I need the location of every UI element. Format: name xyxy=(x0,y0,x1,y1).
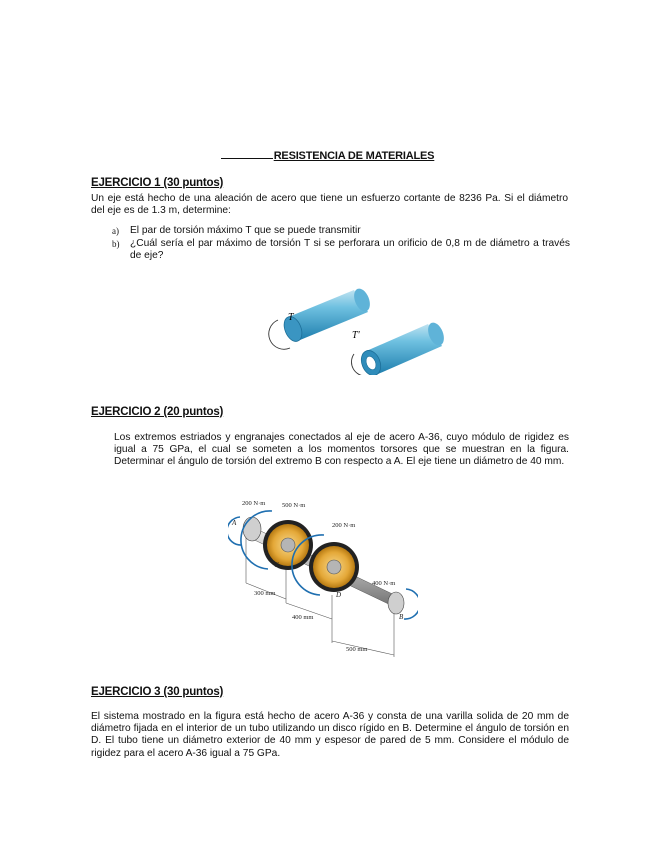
ex1-statement: Un eje está hecho de una aleación de acero que tiene un esfuerzo cortante de 8236 Pa. Si el diámetro del eje es de 1.3 m, determine: xyxy=(91,193,568,217)
ex3-statement: El sistema mostrado en la figura está hecho de acero A-36 y consta de una varilla solida de 20 mm de diámetro fijada en el interior de un tubo utilizando un disco rígido en B. Determine el ángulo de torsión en D. El tubo tiene un diámetro exterior de 40 mm y espesor de pared de 5 mm. Considere el módulo de rigidez para el acero A-36 igual a 75 GPa. xyxy=(91,711,569,759)
hollow-shaft xyxy=(351,320,447,375)
ex1-item-b-marker: b) xyxy=(112,239,120,249)
ex1-item-b xyxy=(112,238,570,262)
point-label-b: B xyxy=(399,613,404,621)
dimension-500mm: 500 mm xyxy=(346,646,368,653)
document-title: RESISTENCIA DE MATERIALES xyxy=(0,149,655,162)
ex1-torque-label-1: T xyxy=(288,312,294,323)
torque-label-400: 400 N·m xyxy=(372,580,396,587)
point-label-a: A xyxy=(232,519,237,527)
ex1-torque-label-2: T' xyxy=(352,330,360,341)
ex1-item-a xyxy=(112,225,570,237)
splined-end-a xyxy=(243,517,261,541)
dimension-300mm: 300 mm xyxy=(254,590,276,597)
ex1-shaft-figure xyxy=(268,280,448,375)
ex1-item-a-marker: a) xyxy=(112,226,119,236)
ex1-item-a-text: El par de torsión máximo T que se puede transmitir xyxy=(130,225,361,236)
title-leader-line xyxy=(221,149,273,159)
splined-end-b xyxy=(388,592,404,614)
torque-label-200-b: 200 N·m xyxy=(332,522,356,529)
point-label-c: C xyxy=(274,561,279,569)
ex2-heading: EJERCICIO 2 (20 puntos) xyxy=(91,406,224,418)
gear-d xyxy=(309,542,359,592)
ex2-statement: Los extremos estriados y engranajes conectados al eje de acero A-36, cuyo módulo de rigidez es igual a 75 GPa, el cual se someten a los momentos torsores que se muestran en la figura. Determinar el ángulo de torsión del extremo B con respecto a A. El eje tiene un diámetro de 40 mm. xyxy=(114,432,569,468)
dimension-400mm: 400 mm xyxy=(292,614,314,621)
ex1-item-b-text: ¿Cuál sería el par máximo de torsión T si se perforara un orificio de 0,8 m de diámetro a través de eje? xyxy=(130,238,570,262)
torque-label-200-a: 200 N·m xyxy=(242,500,266,507)
point-label-d: D xyxy=(336,591,342,599)
ex3-heading: EJERCICIO 3 (30 puntos) xyxy=(91,686,224,698)
torque-label-500: 500 N·m xyxy=(282,502,306,509)
ex1-heading: EJERCICIO 1 (30 puntos) xyxy=(91,177,224,189)
ex2-gear-shaft-figure xyxy=(228,495,418,660)
gear-c xyxy=(263,520,313,570)
